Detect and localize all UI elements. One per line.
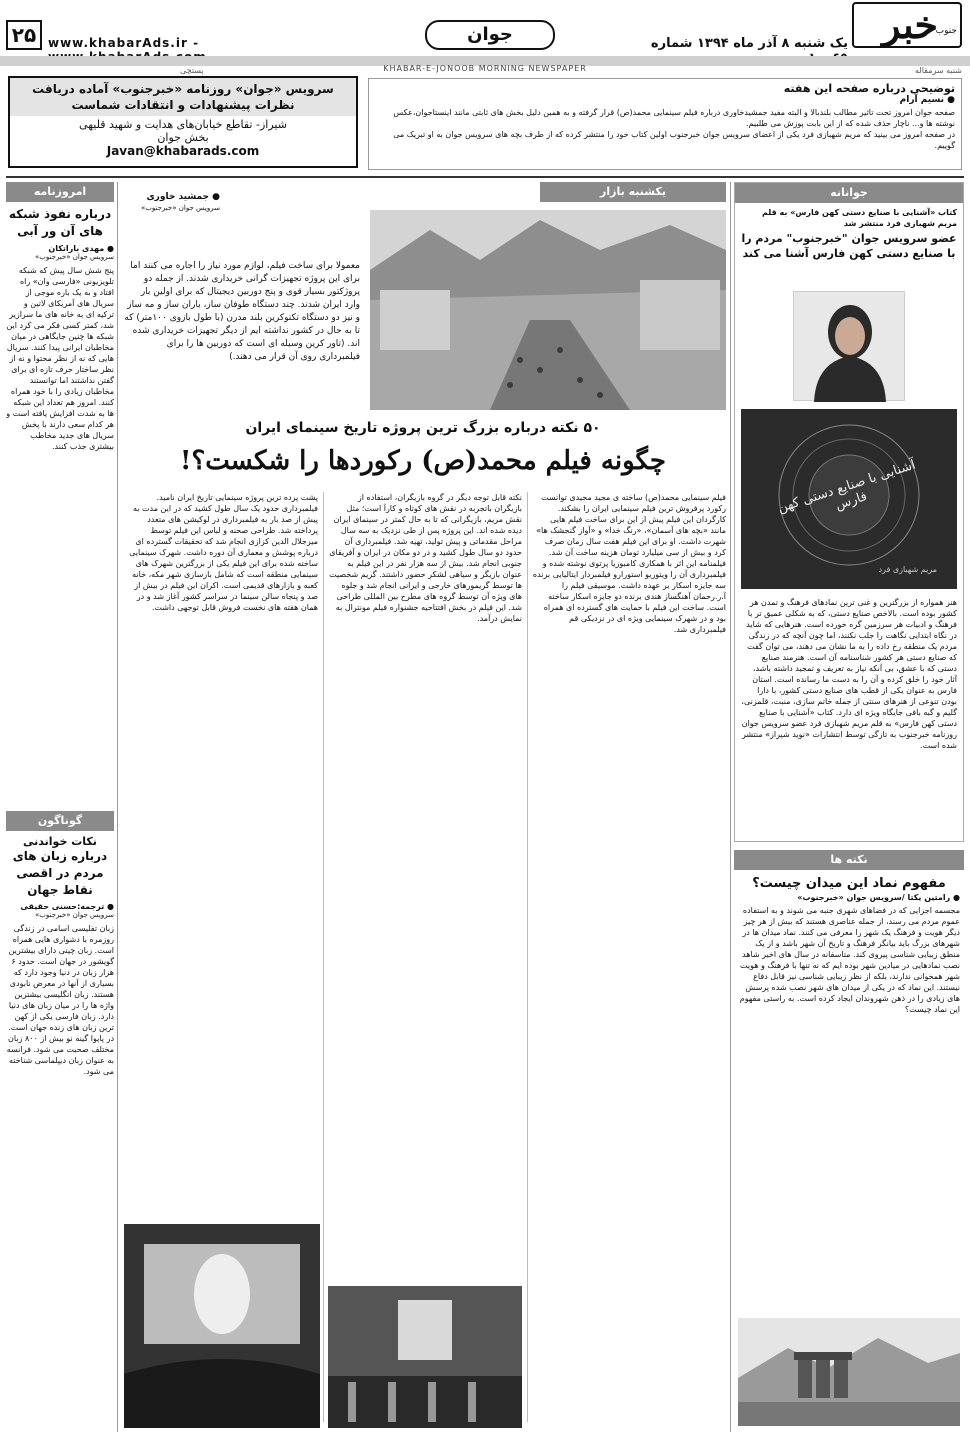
column-divider (527, 492, 528, 1422)
main-kicker: ۵۰ نکته درباره بزرگ ترین پروژه تاریخ سینمای ایران (245, 420, 601, 436)
left-author-1: ● مهدی باراتکان (48, 244, 114, 253)
ribbon-text: KHABAR-E-JONOOB MORNING NEWSPAPER (383, 64, 587, 73)
logo (852, 2, 962, 48)
service-dept: بخش جوان (157, 131, 209, 144)
main-tab: یکشنبه بازار (540, 182, 726, 202)
section-label-box (425, 20, 555, 50)
portrait-figure (794, 292, 906, 402)
poster-illustration (328, 1286, 522, 1428)
intro-title: توضیحی درباره صفحه این هفته (783, 82, 955, 95)
book-cover (741, 409, 957, 589)
cinema-poster-photo (328, 1286, 522, 1428)
left-headline-1: درباره نفوذ شبکه های آن ور آبی (8, 207, 112, 238)
service-email[interactable]: Javan@khabarads.com (106, 144, 260, 158)
column-rule-right (730, 182, 731, 1432)
nokteha-tab: نکته ها (734, 850, 964, 870)
nokteha-author: ● رامتین یکتا /سرویس جوان «خبرجنوب» (797, 893, 960, 902)
masthead (0, 0, 970, 75)
main-author: ● جمشید خاوری (146, 192, 220, 202)
logo-text: خبر (882, 2, 938, 47)
book-article-text: هنر همواره از بزرگترین و غنی ترین نمادهای فرهنگ و تمدن هر کشور بوده است. بالاخص صنایع دستی، که به شکلی عمیق تر با فرهنگ و ادبیات هر سرزمین گره خورده است. هنرهایی که شاید در نگاه ابتدایی نگاهت را جلب نکنند، اما چون آنچه که در زندگی مردم یک منطقه رخ داده را به ما نشان می دهند، می توان گفت که صنایع دستی هر کشور شناسنامه آن است. هنرمند صنایع دستی که با عشق، بی آنکه نیاز به تعریف و تمجید داشته باشد، آثار خود را خلق کرده و آن را به دست ما رسانده است. استان فارس به عنوان یکی از قطب های صنایع دستی کشور، با دارا بودن تنوعی از هنرهای سنتی از جمله خاتم سازی، منبت، قلمزنی، گلیم و گبه بافی جایگاه ویژه ای دارد. کتاب «آشنایی با صنایع دستی کهن فارس» به قلم مریم شهبازی فرد عضو سرویس جوان روزنامه خبرجنوب به تازگی توسط انتشارات «نوید شیراز» منتشر شده است. (741, 598, 957, 750)
right-column-tab: جوانانه (735, 183, 963, 203)
intro-text-1: صفحه جوان امروز تحت تاثیر مطالب بلندبالا و البته مفید جمشیدخاوری درباره فیلم سینمایی محمد(ص) قرار گرفته و به همین دلیل بخش های ثابتی مانند اینستاجوان،عکس نوشته ها و... ناچار حذف شده که از این بابت پوزش می طلبیم. (393, 108, 955, 128)
intro-text-2: در صفحه امروز می بینید که مریم شهبازی فرد یکی از اعضای سرویس جوان خبرجنوب اولین کتاب خود را منتشر کرده که از طرف بچه های سرویس جوان به او تبریک می گوییم. (393, 130, 955, 150)
nokteha-headline: مفهوم نماد این میدان چیست؟ (752, 876, 946, 891)
section-title: جوان (467, 24, 513, 45)
main-author-role: سرویس جوان «خبرجنوب» (141, 204, 220, 212)
monument-illustration (738, 1318, 960, 1426)
main-photo-caption: معمولا برای ساخت فیلم، لوازم مورد نیاز را اجاره می کنند اما برای این پروژه تجهیزات گرانی خریداری شدند. از جمله دو پروژکتور بسیار قوی و پنج دوربین دیجیتال که برای اولین بار وارد ایران شدند. چند دستگاه طوفان ساز، باران ساز و مه ساز و نیز دو دستگاه تکنوکرین بلند مدرن (با طول بازوی ۱۰۰متر) که تا به حال در کشور نداشته ایم از دیگر تجهیزات خریداری شده اند. (تاور کرین وسیله ای است که دوربین ها را برای فیلمبرداری روی آن قرار می دهند.) (124, 261, 360, 362)
left-tab-2: گوناگون (6, 811, 114, 831)
nokteha-section (734, 850, 964, 1430)
column-rule-left (117, 182, 118, 1432)
right-tag: شنبه سرمقاله (915, 66, 962, 75)
left-author-2: ● ترجمه:حسنی حقیقی (20, 902, 114, 911)
service-address: شیراز- تقاطع خیابان‌های هدایت و شهید قلیهی (79, 118, 287, 131)
intro-box (368, 78, 962, 170)
cinema-illustration (124, 1224, 320, 1428)
main-column-2: نکته قابل توجه دیگر در گروه بازیگران، استفاده از بازیگران باتجربه در نقش های کوتاه و کارآ است؛ مثل نقش مریم، بازیگرانی که تا به حال کمتر در سینمای ایران دیده شده اند. این پروژه پس از طی نزدیک به سه سال مراحل مقدماتی و پیش تولید، تهیه شد. فیلمبرداری آن حدود دو سال طول کشید و در دو مکان در ایران و آفریقای جنوبی انجام شد. بیش از سه هزار نفر در این فیلم به عنوان بازیگر و سیاهی لشکر حضور داشتند. گریم شخصیت ها توسط گریمورهای خارجی و ایرانی انجام شد و جلوه های ویژه آن توسط گروه های مطرح بین المللی طراحی شد. این فیلم در بخش افتتاحیه جشنواره فیلم مونترال به نمایش درآمد. (329, 493, 522, 623)
left-text-1: پنج شش سال پیش که شبکه تلویزیونی «فارسی وان» راه افتاد و به یک باره موجی از سریال های آمریکای لاتین و ترکیه ای به خانه های ما سرازیر شد، کمتر کسی فکر می کرد این شبکه ها چنین جایگاهی در میان مخاطبان ایرانی پیدا کنند. سریال هایی که نه از نظر محتوا و نه از نظر ساختار حرف تازه ای برای گفتن نداشتند اما توانستند مخاطبان زیادی را با خود همراه کنند. امروز هم تعداد این شبکه ها به شدت افزایش یافته است و هر کدام سعی دارند با پخش سریال های جدید مخاطب بیشتری جذب کنند. (6, 266, 114, 451)
page-number-box (6, 20, 42, 50)
left-headline-2: درباره زبان های مردم در اقصی نقاط جهان (12, 849, 108, 897)
left-column (6, 182, 114, 1432)
book-headline: عضو سرویس جوان "خبرجنوب" مردم را با صنایع دستی کهن فارس آشنا می کند (741, 232, 957, 260)
main-headline: چگونه فیلم محمد(ص) رکوردها را شکست؟! (180, 446, 666, 476)
book-kicker: کتاب «آشنایی با صنایع دستی کهن فارس» به قلم مریم شهبازی فرد منتشر شد (761, 208, 957, 228)
film-set-illustration (370, 210, 726, 410)
page-number: ۲۵ (11, 23, 37, 47)
intro-author: ● نسیم آرام (899, 95, 955, 105)
book-cover-author: مریم شهبازی فرد (878, 565, 937, 574)
nokteha-text: مجسمه اجزایی که در فضاهای شهری جنبه می شوند و به استفاده عموم مردم می رسند، از جمله عناصری هستند که بیش از هر چیز دیگر هویت و فرهنگ یک شهر را معرفی می کنند. نماد میدان ها در شهرهای بزرگ باید بیانگر فرهنگ و تاریخ آن شهر باشد و از یک منطق زیبایی شناسی پیروی کند. متاسفانه در سال های اخیر شاهد نصب نمادهایی در میادین شهر بوده ایم که نه تنها با فرهنگ و هویت شهر همخوانی ندارند، بلکه از نظر زیبایی شناسی نیز قابل دفاع نیستند. این نماد که در یکی از میدان های شهر نصب شده پرسش های زیادی را در ذهن شهروندان ایجاد کرده است. به راستی مفهوم این نماد چیست؟ (739, 906, 960, 1014)
left-text-2: زبان تفلیسی اسامی در زندگی روزمره با دشواری هایی همراه است. زبان چینی دارای بیشترین گویشور در جهان است. حدود ۶ هزار زبان در دنیا وجود دارد که بسیاری از آنها در معرض نابودی هستند. زبان انگلیسی بیشترین واژه ها را در میان زبان های دنیا دارد. زبان فارسی یکی از کهن ترین زبان های زنده جهان است. در پاپوا گینه نو بیش از ۸۰۰ زبان مختلف صحبت می شود. فرانسه به عنوان زبان دیپلماسی شناخته می شود. (6, 924, 114, 1076)
main-column-3: پشت پرده ترین پروژه سینمایی تاریخ ایران نامید. فیلمبرداری حدود یک سال طول کشید که در این مدت به پیش از صد بار به فیلمبرداری در لوکیشن های متعدد پرداخته شد. طراحی صحنه و لباس این فیلم توسط میرجلال الدین کزازی انجام شد که تحقیقات گسترده ای درباره پوشش و معماری آن دوره داشت. شهرک سینمایی ساخته شده برای این فیلم یکی از بزرگترین شهرک های سینمایی منطقه است که شامل بازسازی شهر مکه، خانه کعبه و بازارهای قدیمی است. اکران این فیلم در بیش از صد و پنجاه سالن سینما در سراسر کشور آغاز شد و در همان هفته های نخست فروش قابل توجهی داشت. (129, 493, 318, 612)
service-headline: سرویس «جوان» روزنامه «خبرجنوب» آماده دریافت نظرات پیشنهادات و انتقادات شماست (10, 78, 356, 116)
date-line: یک شنبه ۸ آذر ماه ۱۳۹۴ شماره (650, 36, 848, 51)
main-article (120, 182, 726, 1432)
website[interactable]: www.khabarAds.ir - (48, 36, 200, 50)
monument-photo (738, 1318, 960, 1426)
left-kicker-2: نکات خواندنی (23, 835, 97, 848)
author-photo (793, 291, 905, 401)
column-divider (323, 492, 324, 1422)
main-photo (370, 210, 726, 410)
left-tab-1: امروزنامه (6, 182, 114, 202)
service-box (8, 76, 358, 168)
left-author-1-role: سرویس جوان «خبرجنوب» (35, 253, 114, 261)
top-rule (6, 176, 964, 178)
right-column (734, 182, 964, 842)
logo-subtitle: جنوب (935, 26, 957, 36)
left-tag: پستچی (180, 66, 204, 75)
book-cover-title: آشنایی با صنایع دستی کهن فارس (775, 457, 918, 517)
left-author-2-role: سرویس جوان «خبرجنوب» (35, 911, 114, 919)
cinema-screen-photo (124, 1224, 320, 1428)
main-column-1: فیلم سینمایی محمد(ص) ساخته ی مجید مجیدی توانست رکورد پرفروش ترین فیلم سینمایی ایران را بشکند. کارگردان این فیلم پیش از این برای ساخت فیلم هایی مانند «بچه های آسمان»، «رنگ خدا» و «آواز گنجشک ها» شهرت داشت. او برای این فیلم هفت سال زمان صرف کرد و بیش از سی میلیارد تومان هزینه ساخت آن شد. فیلمنامه این اثر با همکاری کامبوزیا پرتوی نوشته شده و فیلمبرداری آن را ویتوریو استورارو فیلمبردار ایتالیایی برنده سه جایزه اسکار بر عهده داشت. موسیقی فیلم را آ.ر.رحمان آهنگساز هندی برنده دو جایزه اسکار ساخته است. ساخت این فیلم با حمایت های گسترده ای همراه بود و در شهرک سینمایی ویژه ای در نزدیکی قم فیلمبرداری شد. (532, 493, 726, 634)
